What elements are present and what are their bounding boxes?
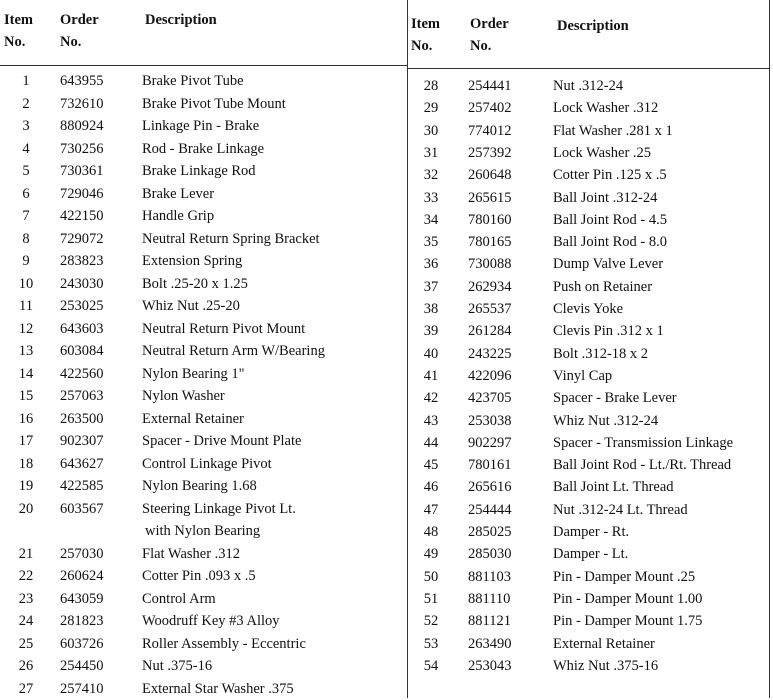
order-number: 243225 bbox=[468, 345, 512, 362]
right-border bbox=[769, 0, 770, 698]
part-description: Nut .375-16 bbox=[142, 658, 213, 674]
order-number: 780165 bbox=[468, 234, 512, 251]
part-description: Nut .312-24 bbox=[553, 78, 624, 94]
part-description: Roller Assembly - Eccentric bbox=[142, 635, 306, 652]
order-number: 254444 bbox=[468, 501, 512, 518]
order-number: 422560 bbox=[60, 365, 104, 382]
item-number: 2 bbox=[22, 95, 30, 112]
item-number: 22 bbox=[18, 568, 34, 584]
part-description: External Retainer bbox=[142, 410, 244, 427]
part-description: Linkage Pin - Brake bbox=[142, 118, 260, 134]
part-description: Ball Joint .312-24 bbox=[553, 189, 658, 206]
part-description: Neutral Return Spring Bracket bbox=[142, 230, 320, 247]
item-number: 18 bbox=[18, 455, 34, 472]
order-number: 902307 bbox=[60, 433, 104, 449]
item-number: 6 bbox=[22, 185, 30, 202]
part-description: Nylon Bearing 1" bbox=[142, 365, 245, 382]
part-description: Neutral Return Pivot Mount bbox=[142, 320, 306, 337]
order-number: 603084 bbox=[60, 343, 104, 359]
order-number: 263490 bbox=[468, 635, 512, 652]
part-description: Brake Pivot Tube Mount bbox=[142, 95, 286, 112]
item-number: 3 bbox=[22, 118, 30, 134]
order-number: 730088 bbox=[468, 256, 512, 273]
part-description: Control Linkage Pivot bbox=[142, 455, 272, 472]
order-number: 422150 bbox=[60, 208, 104, 224]
item-number: 9 bbox=[22, 253, 30, 269]
item-number: 41 bbox=[423, 367, 439, 384]
part-description: Lock Washer .25 bbox=[553, 144, 652, 161]
part-description: Ball Joint Rod - Lt./Rt. Thread bbox=[553, 457, 732, 474]
item-number: 30 bbox=[423, 122, 439, 139]
item-number: 36 bbox=[423, 256, 439, 273]
item-number: 40 bbox=[423, 345, 439, 362]
part-description: Nylon Washer bbox=[142, 388, 225, 404]
order-number: 254441 bbox=[468, 78, 512, 94]
order-number: 643627 bbox=[60, 455, 104, 472]
item-number: 27 bbox=[18, 680, 34, 697]
item-number: 45 bbox=[423, 457, 439, 474]
order-number: 881121 bbox=[468, 613, 511, 630]
part-description: Bolt .25-20 x 1.25 bbox=[142, 275, 248, 292]
order-number: 265615 bbox=[468, 189, 512, 206]
header-divider-right bbox=[407, 68, 769, 69]
part-description: Steering Linkage Pivot Lt. bbox=[142, 500, 296, 517]
part-description: Woodruff Key #3 Alloy bbox=[142, 613, 280, 629]
order-number: 730361 bbox=[60, 163, 104, 179]
left-description-header: Description bbox=[145, 12, 217, 28]
part-description: Rod - Brake Linkage bbox=[142, 140, 265, 157]
item-number: 25 bbox=[18, 635, 34, 652]
item-number: 38 bbox=[423, 301, 439, 317]
order-number: 603567 bbox=[60, 500, 104, 517]
item-number: 11 bbox=[19, 298, 33, 314]
order-number: 729072 bbox=[60, 230, 104, 247]
item-number: 28 bbox=[423, 78, 439, 94]
item-number: 19 bbox=[18, 478, 34, 494]
item-number: 54 bbox=[423, 657, 439, 674]
item-number: 23 bbox=[18, 590, 34, 607]
item-number: 39 bbox=[423, 323, 439, 340]
item-number: 50 bbox=[423, 568, 439, 585]
right-description-header: Description bbox=[557, 18, 629, 34]
part-description: External Star Washer .375 bbox=[142, 680, 294, 697]
right-order-header: Order No. bbox=[470, 16, 509, 54]
part-description: Brake Lever bbox=[142, 185, 215, 202]
part-description: Whiz Nut .375-16 bbox=[553, 657, 659, 674]
item-number: 47 bbox=[423, 501, 439, 518]
part-description: Pin - Damper Mount 1.75 bbox=[553, 613, 703, 630]
order-number: 643059 bbox=[60, 590, 104, 607]
item-number: 52 bbox=[423, 613, 439, 630]
order-number: 253038 bbox=[468, 412, 512, 429]
part-description: Ball Joint Rod - 4.5 bbox=[553, 211, 667, 228]
item-number: 14 bbox=[18, 365, 34, 382]
order-number: 730256 bbox=[60, 140, 104, 157]
part-description: Pin - Damper Mount .25 bbox=[553, 568, 696, 585]
part-description: Whiz Nut .25-20 bbox=[142, 298, 240, 314]
item-number: 33 bbox=[423, 189, 439, 206]
item-number: 32 bbox=[423, 167, 439, 184]
order-number: 262934 bbox=[468, 278, 512, 295]
order-number: 257392 bbox=[468, 144, 512, 161]
part-description: Spacer - Drive Mount Plate bbox=[142, 433, 302, 449]
part-description: Ball Joint Rod - 8.0 bbox=[553, 234, 667, 251]
part-description: Nylon Bearing 1.68 bbox=[142, 478, 257, 494]
order-number: 260624 bbox=[60, 568, 104, 584]
part-description: Damper - Lt. bbox=[553, 546, 629, 563]
part-description: Extension Spring bbox=[142, 253, 243, 269]
order-number: 263500 bbox=[60, 410, 104, 427]
order-number: 780160 bbox=[468, 211, 512, 228]
item-number: 48 bbox=[423, 524, 439, 540]
item-number: 4 bbox=[22, 140, 30, 157]
item-number: 21 bbox=[18, 545, 34, 562]
order-number: 780161 bbox=[468, 457, 512, 474]
part-description: Ball Joint Lt. Thread bbox=[553, 479, 674, 496]
column-divider-center bbox=[407, 0, 408, 698]
item-number: 31 bbox=[423, 144, 439, 161]
order-number: 265616 bbox=[468, 479, 512, 496]
part-description: Spacer - Brake Lever bbox=[553, 390, 677, 407]
item-number: 53 bbox=[423, 635, 439, 652]
item-number: 29 bbox=[423, 100, 439, 117]
order-number: 281823 bbox=[60, 613, 104, 629]
item-number: 5 bbox=[22, 163, 30, 179]
order-number: 283823 bbox=[60, 253, 104, 269]
item-number: 42 bbox=[423, 390, 439, 407]
order-number: 423705 bbox=[468, 390, 512, 407]
order-number: 285030 bbox=[468, 546, 512, 563]
item-number: 8 bbox=[22, 230, 30, 247]
item-number: 26 bbox=[18, 658, 34, 674]
part-description: Brake Pivot Tube bbox=[142, 73, 244, 89]
item-number: 34 bbox=[423, 211, 439, 228]
order-number: 254450 bbox=[60, 658, 104, 674]
item-number: 7 bbox=[22, 208, 30, 224]
order-number: 260648 bbox=[468, 167, 512, 184]
part-description: Lock Washer .312 bbox=[553, 100, 659, 117]
order-number: 257063 bbox=[60, 388, 104, 404]
order-number: 881103 bbox=[468, 568, 511, 585]
part-description: Bolt .312-18 x 2 bbox=[553, 345, 649, 362]
order-number: 880924 bbox=[60, 118, 104, 134]
item-number: 1 bbox=[22, 73, 30, 89]
order-number: 603726 bbox=[60, 635, 104, 652]
part-description: Flat Washer .312 bbox=[142, 545, 241, 562]
part-description: Neutral Return Arm W/Bearing bbox=[142, 343, 325, 359]
order-number: 422585 bbox=[60, 478, 104, 494]
order-number: 243030 bbox=[60, 275, 104, 292]
order-number: 257410 bbox=[60, 680, 104, 697]
item-number: 13 bbox=[18, 343, 34, 359]
part-description: Handle Grip bbox=[142, 208, 215, 224]
part-description: Brake Linkage Rod bbox=[142, 163, 256, 179]
order-number: 285025 bbox=[468, 524, 512, 540]
part-description: Cotter Pin .125 x .5 bbox=[553, 167, 667, 184]
order-number: 422096 bbox=[468, 367, 512, 384]
item-number: 49 bbox=[423, 546, 439, 563]
part-description: Cotter Pin .093 x .5 bbox=[142, 568, 256, 584]
item-number: 12 bbox=[18, 320, 34, 337]
order-number: 253043 bbox=[468, 657, 512, 674]
item-number: 43 bbox=[423, 412, 439, 429]
part-description: Spacer - Transmission Linkage bbox=[553, 434, 734, 451]
header-divider-left bbox=[0, 65, 407, 66]
order-number: 643955 bbox=[60, 73, 104, 89]
left-order-header: Order No. bbox=[60, 12, 99, 50]
part-description: Pin - Damper Mount 1.00 bbox=[553, 590, 703, 607]
part-description-continued: with Nylon Bearing bbox=[145, 523, 261, 539]
item-number: 51 bbox=[423, 590, 439, 607]
order-number: 643603 bbox=[60, 320, 104, 337]
item-number: 16 bbox=[18, 410, 34, 427]
order-number: 902297 bbox=[468, 434, 512, 451]
order-number: 881110 bbox=[468, 590, 511, 607]
part-description: Dump Valve Lever bbox=[553, 256, 664, 273]
item-number: 44 bbox=[423, 434, 439, 451]
item-number: 37 bbox=[423, 278, 439, 295]
part-description: Whiz Nut .312-24 bbox=[553, 412, 659, 429]
order-number: 729046 bbox=[60, 185, 104, 202]
order-number: 774012 bbox=[468, 122, 512, 139]
item-number: 35 bbox=[423, 234, 439, 251]
part-description: Clevis Yoke bbox=[553, 301, 624, 317]
part-description: Vinyl Cap bbox=[553, 367, 613, 384]
item-number: 17 bbox=[18, 433, 34, 449]
order-number: 257030 bbox=[60, 545, 104, 562]
part-description: Flat Washer .281 x 1 bbox=[553, 122, 673, 139]
order-number: 261284 bbox=[468, 323, 512, 340]
part-description: Control Arm bbox=[142, 590, 216, 607]
order-number: 732610 bbox=[60, 95, 104, 112]
right-item-header: Item No. bbox=[411, 16, 440, 54]
order-number: 257402 bbox=[468, 100, 512, 117]
item-number: 20 bbox=[18, 500, 34, 517]
order-number: 253025 bbox=[60, 298, 104, 314]
left-item-header: Item No. bbox=[4, 12, 33, 50]
order-number: 265537 bbox=[468, 301, 512, 317]
item-number: 10 bbox=[18, 275, 34, 292]
part-description: Clevis Pin .312 x 1 bbox=[553, 323, 664, 340]
part-description: Push on Retainer bbox=[553, 278, 653, 295]
item-number: 24 bbox=[18, 613, 34, 629]
part-description: Nut .312-24 Lt. Thread bbox=[553, 501, 688, 518]
part-description: External Retainer bbox=[553, 635, 655, 652]
part-description: Damper - Rt. bbox=[553, 524, 630, 540]
item-number: 46 bbox=[423, 479, 439, 496]
item-number: 15 bbox=[18, 388, 34, 404]
